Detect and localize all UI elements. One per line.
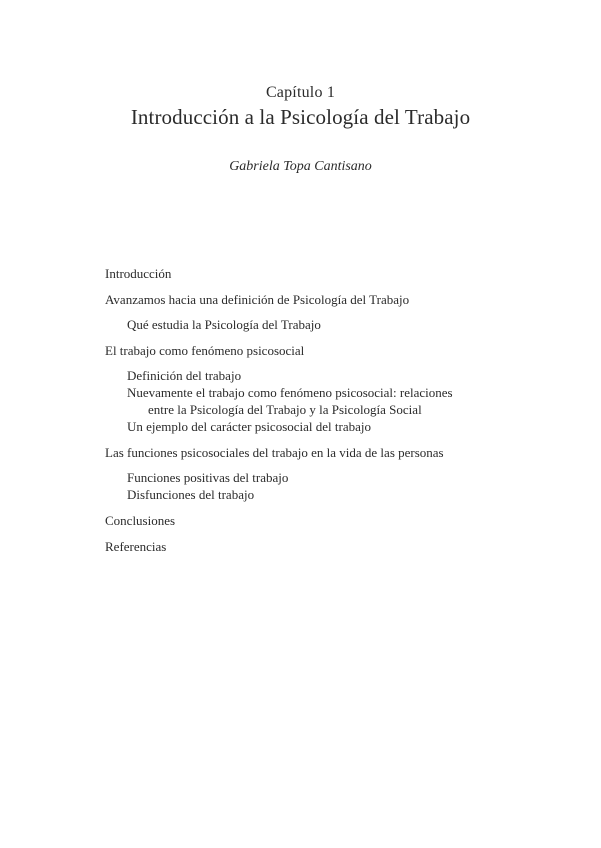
table-of-contents: [105, 265, 525, 555]
toc-subitem-que-estudia: Qué estudia la Psicología del Trabajo: [127, 317, 321, 332]
chapter-label: Capítulo 1: [265, 84, 336, 101]
chapter-title: Introducción a la Psicología del Trabajo: [130, 105, 471, 129]
toc-item-referencias: Referencias: [105, 539, 167, 554]
toc-subitem-ejemplo: Un ejemplo del carácter psicosocial del trabajo: [127, 419, 372, 434]
toc-item-avanzamos: Avanzamos hacia una definición de Psicología del Trabajo: [105, 292, 410, 307]
toc-item-funciones-psicosociales: Las funciones psicosociales del trabajo en la vida de las personas: [105, 445, 444, 460]
toc-subitem-definicion: Definición del trabajo: [127, 368, 242, 383]
toc-item-introduccion: Introducción: [105, 266, 172, 281]
author-name: Gabriela Topa Cantisano: [229, 159, 372, 174]
toc-subitem-nuevamente: Nuevamente el trabajo como fenómeno psicosocial: relaciones: [127, 385, 453, 400]
toc-item-conclusiones: Conclusiones: [105, 513, 176, 528]
toc-subitem-disfunciones: Disfunciones del trabajo: [127, 487, 255, 502]
toc-subitem-funciones-positivas: Funciones positivas del trabajo: [127, 470, 289, 485]
toc-subitem-nuevamente-continuation: entre la Psicología del Trabajo y la Psicología Social: [148, 402, 422, 417]
toc-item-trabajo-fenomeno: El trabajo como fenómeno psicosocial: [105, 343, 305, 358]
